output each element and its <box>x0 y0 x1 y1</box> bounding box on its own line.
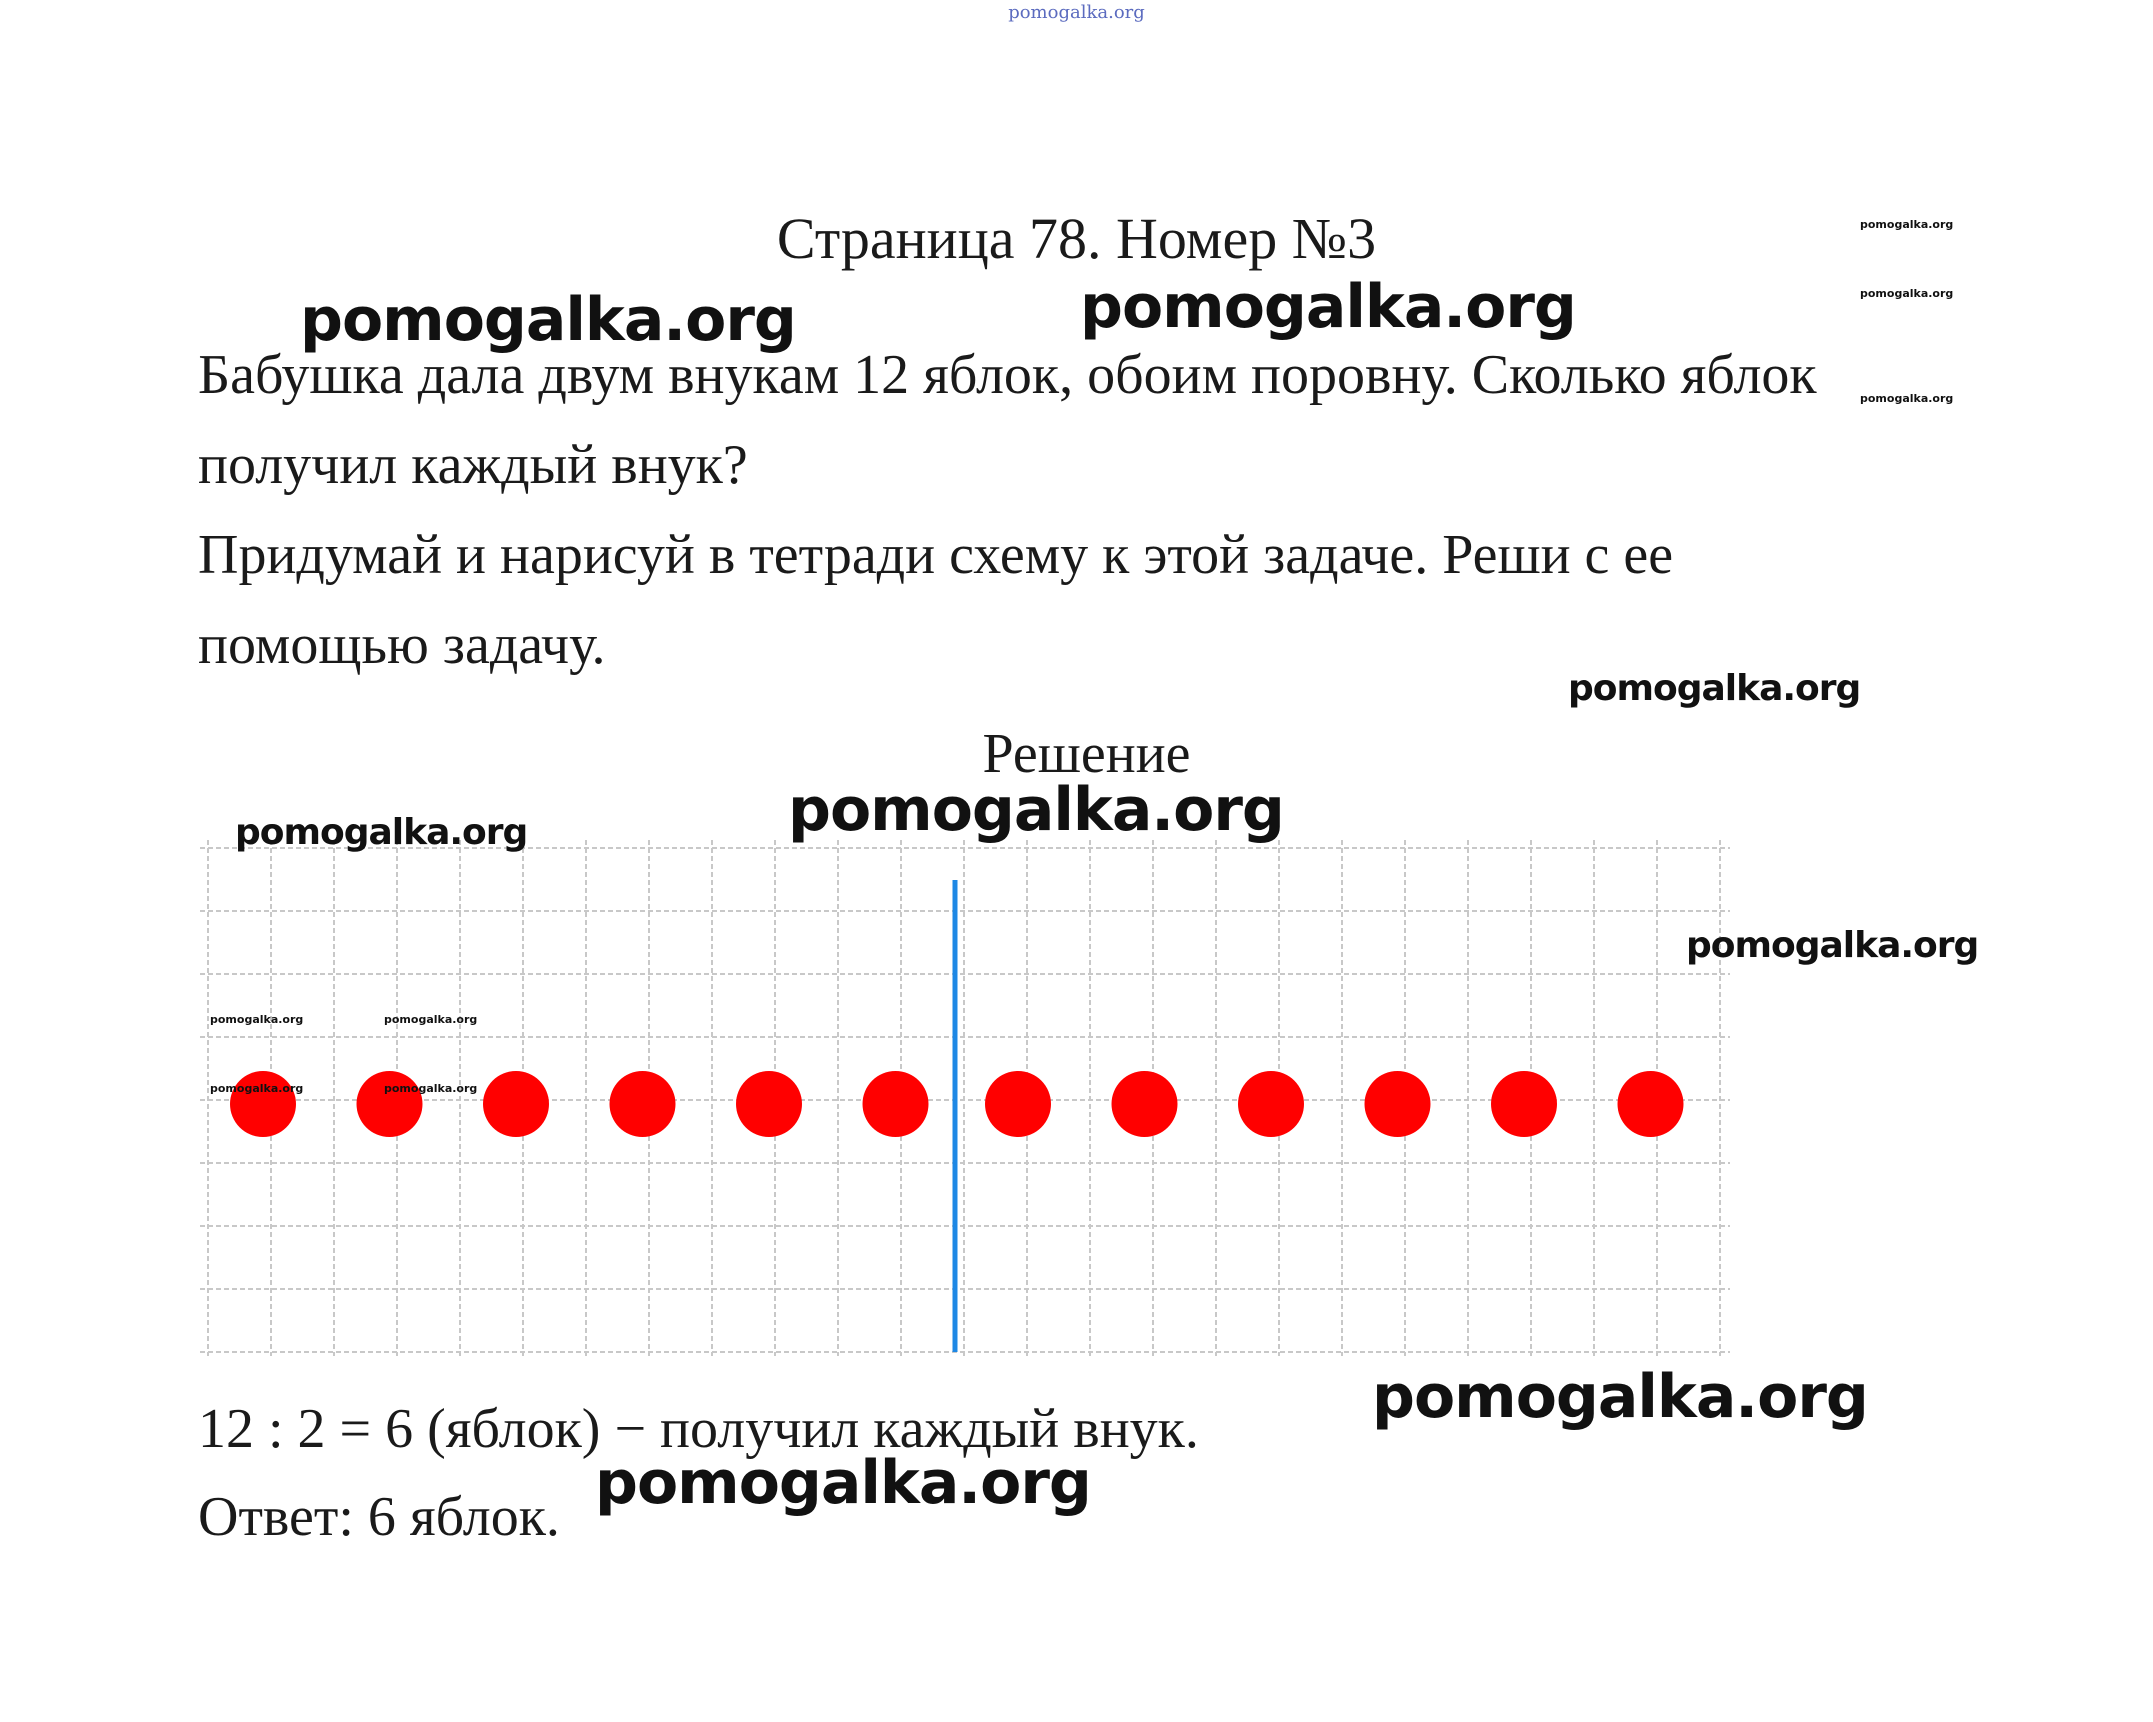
watermark: pomogalka.org <box>1860 218 1954 231</box>
apple-scheme-canvas <box>200 840 1730 1360</box>
watermark: pomogalka.org <box>595 1448 1091 1518</box>
apple <box>863 1071 929 1137</box>
apple <box>230 1071 296 1137</box>
problem-line: получил каждый внук? <box>198 434 748 496</box>
apple <box>1365 1071 1431 1137</box>
page-title: Страница 78. Номер №3 <box>776 206 1377 271</box>
solution-equation: 12 : 2 = 6 (яблок) − получил каждый внук. <box>198 1398 1199 1460</box>
watermark: pomogalka.org <box>1568 668 1861 709</box>
apple <box>1112 1071 1178 1137</box>
apple <box>1238 1071 1304 1137</box>
final-answer: Ответ: 6 яблок. <box>198 1486 560 1548</box>
apple <box>610 1071 676 1137</box>
watermark: pomogalka.org <box>1372 1362 1868 1432</box>
watermark: pomogalka.org <box>210 1013 304 1026</box>
watermark: pomogalka.org <box>1080 272 1576 342</box>
apple <box>985 1071 1051 1137</box>
watermark: pomogalka.org <box>210 1082 304 1095</box>
watermark: pomogalka.org <box>300 285 796 355</box>
apple <box>1618 1071 1684 1137</box>
watermark: pomogalka.org <box>1860 392 1954 405</box>
watermark: pomogalka.org <box>1686 925 1979 966</box>
apple <box>1491 1071 1557 1137</box>
problem-text <box>198 330 1998 690</box>
watermark: pomogalka.org <box>384 1082 478 1095</box>
watermark: pomogalka.org <box>788 775 1284 845</box>
top-site-link[interactable]: pomogalka.org <box>1008 2 1145 23</box>
problem-line: помощью задачу. <box>198 614 606 676</box>
apple <box>357 1071 423 1137</box>
watermark: pomogalka.org <box>384 1013 478 1026</box>
problem-line: Бабушка дала двум внукам 12 яблок, обоим поровну. Сколько яблок <box>198 344 1817 406</box>
apple <box>483 1071 549 1137</box>
apple <box>736 1071 802 1137</box>
solution-heading: Решение <box>982 723 1191 785</box>
watermark: pomogalka.org <box>1860 287 1954 300</box>
watermark: pomogalka.org <box>235 812 528 853</box>
problem-line: Придумай и нарисуй в тетради схему к этой задаче. Реши с ее <box>198 524 1674 586</box>
apple-scheme <box>200 840 1730 1360</box>
